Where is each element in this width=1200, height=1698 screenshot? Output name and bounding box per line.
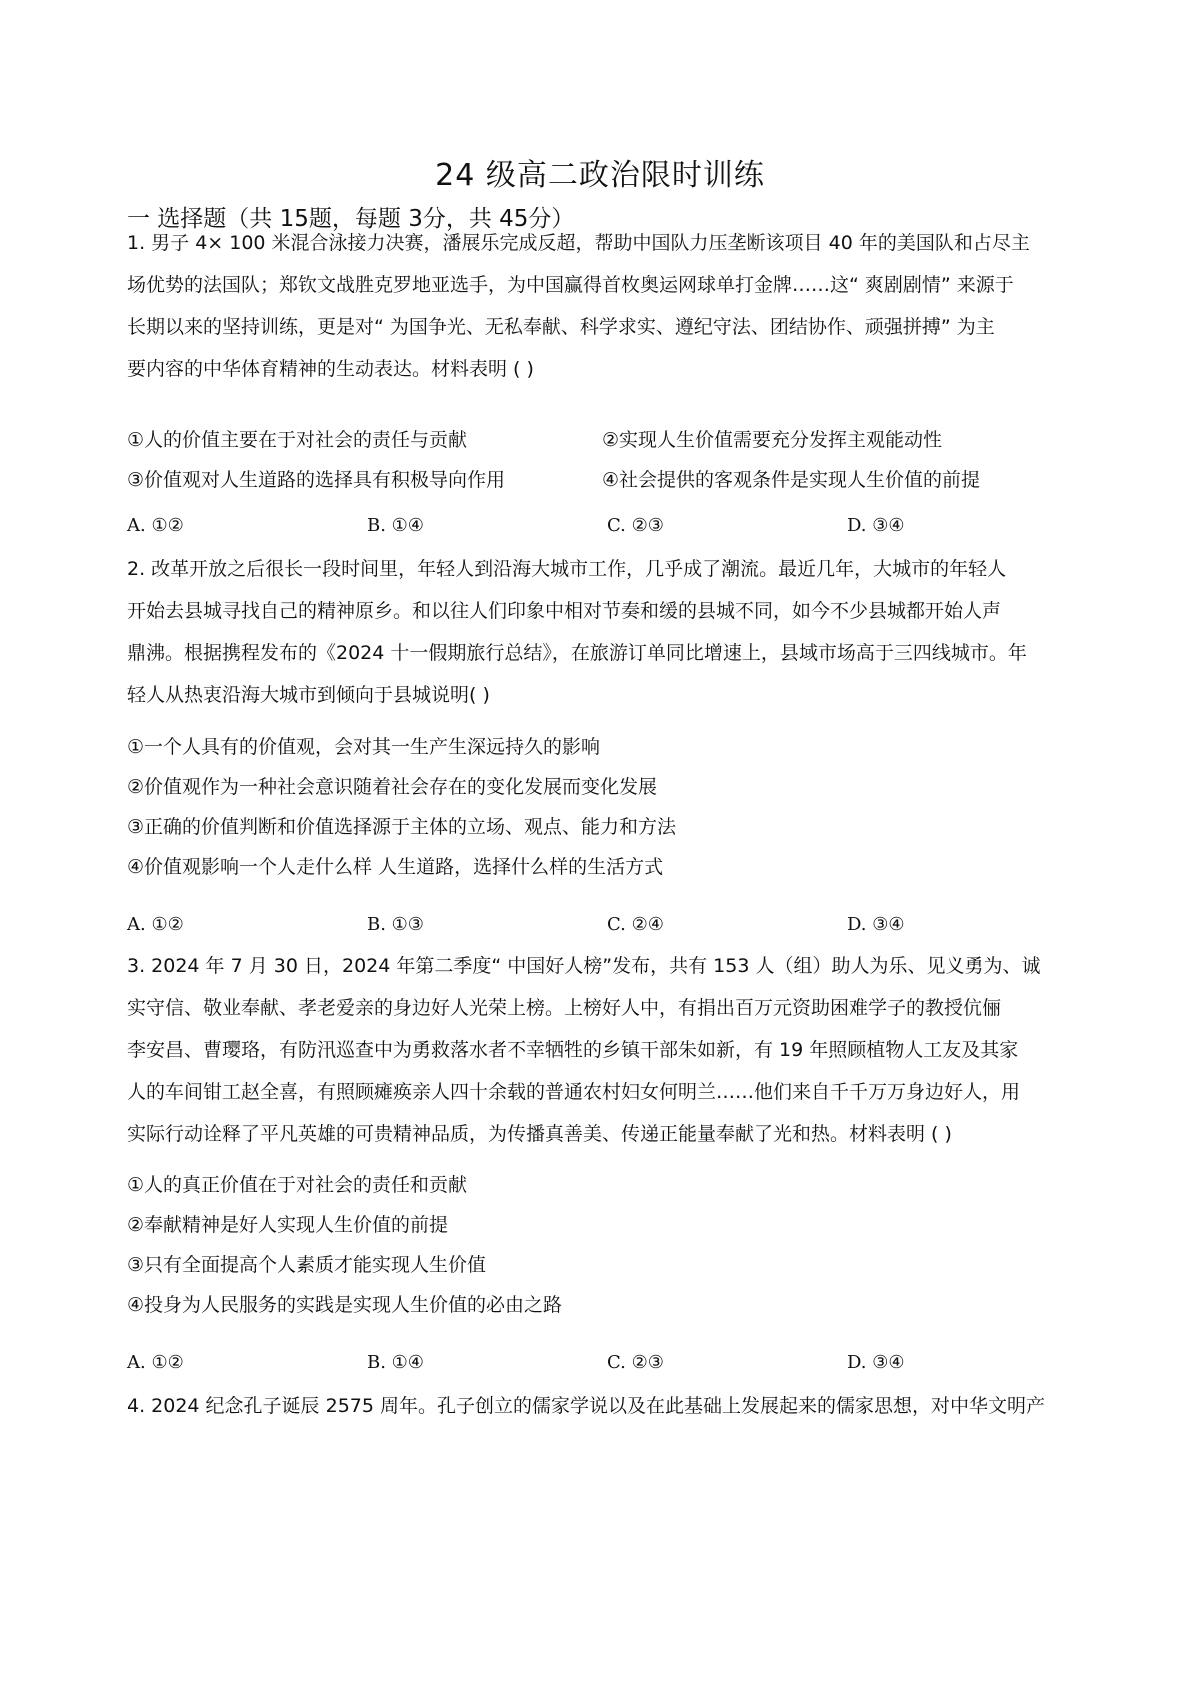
section-heading: 一 选择题（共 15题，每题 3分，共 45分） — [127, 206, 575, 232]
question-2-line-4: 轻人从热衷沿海大城市到倾向于县城说明( ) — [127, 684, 490, 706]
question-1-statement-3: ③价值观对人生道路的选择具有积极导向作用 — [127, 469, 506, 491]
question-2-statement-3: ③正确的价值判断和价值选择源于主体的立场、观点、能力和方法 — [127, 816, 677, 838]
question-3-line-1: 3. 2024 年 7 月 30 日，2024 年第二季度“ 中国好人榜”发布，共有 153 人（组）助人为乐、见义勇为、诚 — [127, 955, 1041, 977]
question-3-line-4: 人的车间钳工赵全喜，有照顾瘫痪亲人四十余载的普通农村妇女何明兰……他们来自千千万万身边好人，用 — [127, 1081, 1021, 1103]
question-1-statement-4: ④社会提供的客观条件是实现人生价值的前提 — [602, 469, 981, 491]
question-3-statement-4: ④投身为人民服务的实践是实现人生价值的必由之路 — [127, 1294, 563, 1316]
question-2-line-2: 开始去县城寻找自己的精神原乡。和以往人们印象中相对节奏和缓的县城不同，如今不少县城都开始人声 — [127, 600, 1002, 622]
question-2-choices — [127, 914, 1087, 935]
question-1-choice-b[interactable]: B. ①④ — [367, 515, 424, 536]
question-1-line-2: 场优势的法国队；郑钦文战胜克罗地亚选手，为中国赢得首枚奥运网球单打金牌……这“ 爽剧剧情” 来源于 — [127, 274, 1014, 296]
question-3-choice-d[interactable]: D. ③④ — [847, 1352, 905, 1373]
question-3-line-2: 实守信、敬业奉献、孝老爱亲的身边好人光荣上榜。上榜好人中，有捐出百万元资助困难学子的教授伉俪 — [127, 997, 1002, 1019]
question-3-statement-3: ③只有全面提高个人素质才能实现人生价值 — [127, 1254, 487, 1276]
question-1-stem — [127, 222, 1087, 390]
question-2-choice-c[interactable]: C. ②④ — [607, 914, 664, 935]
question-4-stem — [127, 1385, 1087, 1427]
question-2-statement-2: ②价值观作为一种社会意识随着社会存在的变化发展而变化发展 — [127, 776, 658, 798]
question-3-choice-a[interactable]: A. ①② — [127, 1352, 184, 1373]
question-1-line-3: 长期以来的坚持训练，更是对“ 为国争光、无私奉献、科学求实、遵纪守法、团结协作、顽强拼搏” 为主 — [127, 316, 995, 338]
question-1-statement-1: ①人的价值主要在于对社会的责任与贡献 — [127, 429, 468, 451]
question-1-line-1: 1. 男子 4× 100 米混合泳接力决赛，潘展乐完成反超，帮助中国队力压垄断该项目 40 年的美国队和占尽主 — [127, 232, 1030, 254]
question-3-statements — [127, 1165, 1087, 1325]
question-3-choice-c[interactable]: C. ②③ — [607, 1352, 664, 1373]
question-2-choice-b[interactable]: B. ①③ — [367, 914, 424, 935]
question-4-line-1: 4. 2024 纪念孔子诞辰 2575 周年。孔子创立的儒家学说以及在此基础上发展起来的儒家思想，对中华文明产 — [127, 1395, 1045, 1417]
question-1-choice-a[interactable]: A. ①② — [127, 515, 184, 536]
question-1-line-4: 要内容的中华体育精神的生动表达。材料表明 ( ) — [127, 358, 534, 380]
question-3-choices — [127, 1352, 1087, 1373]
question-1-choice-d[interactable]: D. ③④ — [847, 515, 905, 536]
question-1-choices — [127, 515, 1087, 536]
question-1-statements — [127, 420, 1087, 500]
question-3-statement-2: ②奉献精神是好人实现人生价值的前提 — [127, 1214, 449, 1236]
question-3-choice-b[interactable]: B. ①④ — [367, 1352, 424, 1373]
question-2-statements — [127, 727, 1087, 887]
question-1-choice-c[interactable]: C. ②③ — [607, 515, 664, 536]
question-2-line-1: 2. 改革开放之后很长一段时间里，年轻人到沿海大城市工作，几乎成了潮流。最近几年，大城市的年轻人 — [127, 558, 1007, 580]
question-3-statement-1: ①人的真正价值在于对社会的责任和贡献 — [127, 1174, 468, 1196]
question-3-line-5: 实际行动诠释了平凡英雄的可贵精神品质，为传播真善美、传递正能量奉献了光和热。材料表明 ( ) — [127, 1123, 952, 1145]
question-3-stem — [127, 945, 1087, 1155]
question-2-stem — [127, 548, 1087, 716]
question-2-statement-4: ④价值观影响一个人走什么样 人生道路，选择什么样的生活方式 — [127, 856, 664, 878]
question-2-choice-d[interactable]: D. ③④ — [847, 914, 905, 935]
question-2-line-3: 鼎沸。根据携程发布的《2024 十一假期旅行总结》，在旅游订单同比增速上，县域市场高于三四线城市。年 — [127, 642, 1027, 664]
question-3-line-3: 李安昌、曹璎珞，有防汛巡查中为勇救落水者不幸牺牲的乡镇干部朱如新，有 19 年照顾植物人工友及其家 — [127, 1039, 1019, 1061]
question-2-statement-1: ①一个人具有的价值观，会对其一生产生深远持久的影响 — [127, 736, 601, 758]
page-title: 24 级高二政治限时训练 — [435, 158, 765, 193]
question-2-choice-a[interactable]: A. ①② — [127, 914, 184, 935]
question-1-statement-2: ②实现人生价值需要充分发挥主观能动性 — [602, 429, 943, 451]
